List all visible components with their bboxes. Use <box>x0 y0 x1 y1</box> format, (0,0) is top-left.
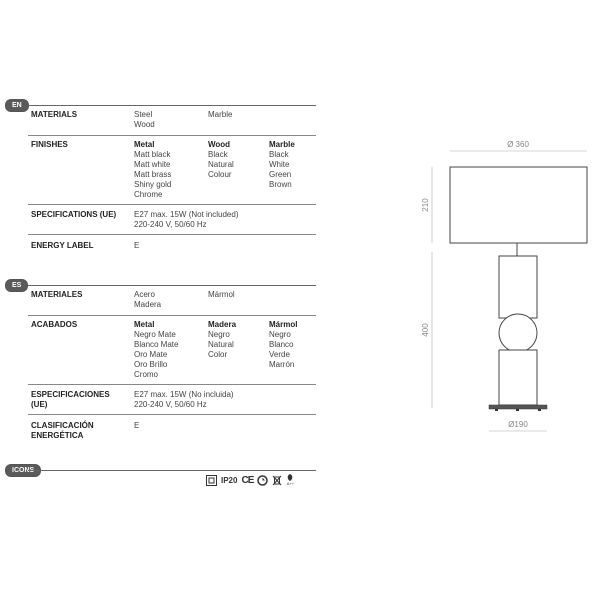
value: Brown <box>269 180 292 189</box>
value-column <box>134 290 161 310</box>
value-column <box>208 320 236 360</box>
value-column <box>269 140 295 190</box>
value: Shiny gold <box>134 180 172 189</box>
row-label <box>31 390 110 410</box>
upper-cylinder <box>499 256 537 318</box>
base-foot <box>538 409 541 411</box>
row-label-line: ENERGÉTICA <box>31 431 84 440</box>
value: Steel <box>134 110 153 119</box>
divider <box>28 384 316 385</box>
value: Cromo <box>134 370 159 379</box>
value-column <box>134 421 139 431</box>
value: Marrón <box>269 360 295 369</box>
value: 220-240 V, 50/60 Hz <box>134 400 207 409</box>
column-heading: Metal <box>134 140 155 149</box>
marble-sphere <box>499 314 537 352</box>
value: Marble <box>208 110 233 119</box>
row-label: ENERGY LABEL <box>31 241 94 250</box>
row-label-line: ESPECIFICACIONES <box>31 390 110 399</box>
value: Green <box>269 170 292 179</box>
value-column <box>134 110 155 130</box>
value: Blanco <box>269 340 294 349</box>
divider <box>28 234 316 235</box>
lower-cylinder <box>499 350 537 405</box>
weee-bin-icon <box>272 475 282 486</box>
row-label: MATERIALS <box>31 110 78 119</box>
value: Matt brass <box>134 170 172 179</box>
lamp-base <box>489 405 547 409</box>
value: Oro Brillo <box>134 360 168 369</box>
value: Verde <box>269 350 290 359</box>
body-height-label: 400 <box>421 323 430 337</box>
recycle-icon <box>257 475 268 486</box>
lamp-shade <box>450 167 587 243</box>
value: Mármol <box>208 290 235 299</box>
value: Wood <box>134 120 155 129</box>
divider <box>28 285 316 286</box>
row-label: MATERIALES <box>31 290 83 299</box>
value: Natural <box>208 340 234 349</box>
value: E27 max. 15W (Not included) <box>134 210 239 219</box>
shade-height-label: 210 <box>421 198 430 212</box>
value-column <box>208 140 234 180</box>
value-column <box>134 140 171 200</box>
energy-class-icon <box>286 474 294 486</box>
ce-mark-icon: CE <box>241 474 254 486</box>
value-column <box>208 290 235 300</box>
column-heading: Madera <box>208 320 237 329</box>
value: Blanco Mate <box>134 340 179 349</box>
row-label: FINISHES <box>31 140 68 149</box>
value: Negro <box>269 330 291 339</box>
divider <box>28 414 316 415</box>
value: White <box>269 160 290 169</box>
divider <box>28 135 316 136</box>
column-heading: Mármol <box>269 320 298 329</box>
shade-diameter-label: Ø 360 <box>507 140 529 149</box>
base-diameter-label: Ø190 <box>508 420 528 429</box>
value: Black <box>269 150 289 159</box>
class-ii-icon <box>206 475 217 486</box>
value: Chrome <box>134 190 163 199</box>
row-label <box>31 421 94 441</box>
row-label: SPECIFICATIONS (UE) <box>31 210 117 219</box>
ip-rating-label: IP20 <box>221 475 238 485</box>
value-column <box>269 320 297 370</box>
value: Black <box>208 150 228 159</box>
value: Natural <box>208 160 234 169</box>
value-column <box>208 110 232 120</box>
divider <box>28 470 316 471</box>
row-label-line: (UE) <box>31 400 48 409</box>
divider <box>28 105 316 106</box>
value: Colour <box>208 170 232 179</box>
section-tag-en: EN <box>5 99 29 112</box>
value: Color <box>208 350 228 359</box>
value: Oro Mate <box>134 350 168 359</box>
value: 220-240 V, 50/60 Hz <box>134 220 207 229</box>
column-heading: Marble <box>269 140 295 149</box>
value-column <box>134 210 239 230</box>
column-heading: Metal <box>134 320 155 329</box>
value: Negro Mate <box>134 330 176 339</box>
value-column <box>134 320 178 380</box>
value: Negro <box>208 330 230 339</box>
row-label: ACABADOS <box>31 320 78 329</box>
base-foot <box>516 409 519 411</box>
section-tag-es: ES <box>5 279 28 292</box>
section-tag-icons: ICONS <box>5 464 41 477</box>
lamp-technical-drawing <box>410 130 590 440</box>
value: Matt white <box>134 160 171 169</box>
value: Acero <box>134 290 155 299</box>
column-heading: Wood <box>208 140 231 149</box>
divider <box>28 204 316 205</box>
row-label-line: CLASIFICACIÓN <box>31 421 94 430</box>
divider <box>28 315 316 316</box>
value: Matt black <box>134 150 171 159</box>
value-column <box>134 390 234 410</box>
base-foot <box>495 409 498 411</box>
value: Madera <box>134 300 162 309</box>
certification-icons <box>206 473 294 487</box>
value: E <box>134 241 140 250</box>
value: E27 max. 15W (No incluida) <box>134 390 234 399</box>
value: E <box>134 421 140 430</box>
energy-class-label: A++ <box>286 481 295 486</box>
value-column <box>134 241 139 251</box>
